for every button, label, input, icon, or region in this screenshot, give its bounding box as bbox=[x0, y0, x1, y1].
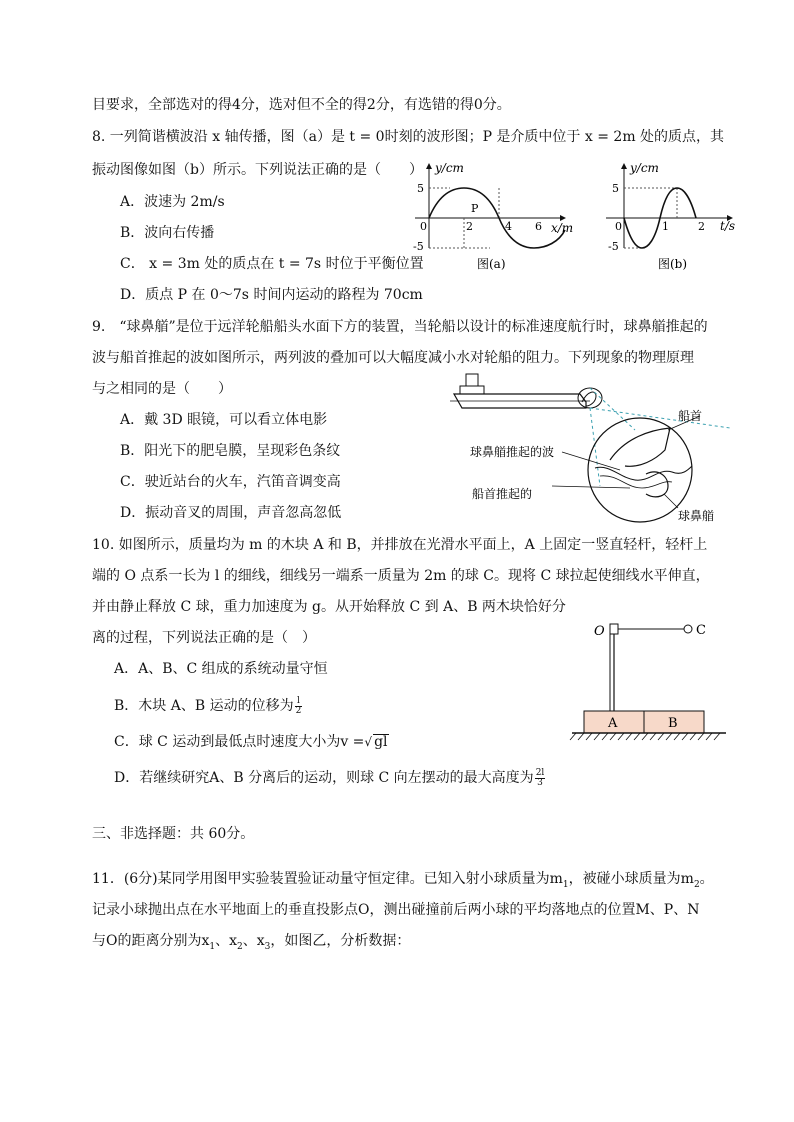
q10-option-b bbox=[114, 696, 302, 716]
fig-a-xlabel: x/m bbox=[551, 221, 574, 235]
fig-a-xtick-6: 6 bbox=[535, 220, 542, 233]
q9-option-c: C．驶近站台的火车，汽笛音调变高 bbox=[120, 474, 341, 490]
q10-figure bbox=[570, 615, 730, 745]
q10-stem-line1: 10. 如图所示，质量均为 m 的木块 A 和 B，并排放在光滑水平面上，A 上固定一竖直轻杆，轻杆上 bbox=[92, 537, 708, 553]
q8-option-b: B．波向右传播 bbox=[120, 225, 215, 241]
label-a: A bbox=[608, 716, 618, 731]
q10-stem-line2: 端的 O 点系一长为 l 的细线，细线另一端系一质量为 2m 的球 C。现将 C 球拉起使细线水平伸直， bbox=[92, 568, 710, 584]
q11-line1: 11．(6分)某同学用图甲实验装置验证动量守恒定律。已知入射小球质量为$m_1$，被碰小球质量为$m_2$。 bbox=[92, 871, 714, 890]
fig-b-xtick-0: 0 bbox=[615, 220, 622, 233]
section3-heading: 三、非选择题：共 60分。 bbox=[92, 826, 255, 842]
fig-b-xtick-1: 1 bbox=[662, 220, 669, 233]
q8-figure-a bbox=[405, 160, 580, 275]
fig-a-xtick-2: 2 bbox=[466, 220, 473, 233]
fig-a-xtick-4: 4 bbox=[505, 220, 512, 233]
fig-b-xlabel: t/s bbox=[720, 219, 736, 233]
q11-line3: 与O的距离分别为$x_1$、$x_2$、$x_3$，如图乙，分析数据： bbox=[92, 933, 411, 952]
q8-stem-line1: 8. 一列简谐横波沿 x 轴传播，图（a）是 t = 0时刻的波形图；P 是介质中位于 x = 2m 处的质点，其 bbox=[92, 129, 725, 145]
q10-option-b-fraction: $\frac{l}{2}$ bbox=[295, 695, 302, 716]
fig-a-ytick-5: 5 bbox=[417, 182, 424, 195]
q8-option-a: A．波速为 2m/s bbox=[120, 194, 225, 210]
fig-a-ylabel: y/cm bbox=[435, 161, 464, 175]
q10-option-d-text: D．若继续研究A、B 分离后的运动，则球 C 向左摆动的最大高度为 bbox=[114, 770, 534, 786]
fig-b-xtick-2: 2 bbox=[698, 220, 705, 233]
q10-option-d bbox=[114, 768, 545, 788]
q8-option-d: D．质点 P 在 0～7s 时间内运动的路程为 70cm bbox=[120, 287, 423, 303]
q8-figure-b bbox=[600, 160, 750, 275]
q10-option-a: A．A、B、C 组成的系统动量守恒 bbox=[114, 661, 328, 677]
q10-stem-line4: 离的过程，下列说法正确的是（ ） bbox=[92, 630, 316, 646]
label-bulb: 球鼻艏 bbox=[678, 509, 715, 523]
pivot-clamp bbox=[610, 624, 618, 634]
q10-option-c: C．球 C 运动到最低点时速度大小为v =√ gl bbox=[114, 734, 388, 750]
fig-b-ytick-5: 5 bbox=[612, 182, 619, 195]
ball-c bbox=[684, 625, 692, 633]
fig-b-caption: 图(b) bbox=[658, 257, 688, 271]
q8-option-c: C． x = 3m 处的质点在 t = 7s 时位于平衡位置 bbox=[120, 256, 424, 272]
q9-option-b: B．阳光下的肥皂膜，呈现彩色条纹 bbox=[120, 443, 341, 459]
q9-option-a: A．戴 3D 眼镜，可以看立体电影 bbox=[120, 412, 328, 428]
q9-stem-line3: 与之相同的是（ ） bbox=[92, 381, 232, 397]
label-bulb-wave: 球鼻艏推起的波 bbox=[470, 445, 555, 459]
q10-option-b-text: B．木块 A、B 运动的位移为 bbox=[114, 698, 294, 714]
q9-option-d: D．振动音叉的周围，声音忽高忽低 bbox=[120, 505, 342, 521]
q9-stem-line2: 波与船首推起的波如图所示，两列波的叠加可以大幅度减小水对轮船的阻力。下列现象的物理原理 bbox=[92, 350, 694, 366]
q8-stem-line2: 振动图像如图（b）所示。下列说法正确的是（ ） bbox=[92, 162, 423, 178]
q10-stem-line3: 并由静止释放 C 球，重力加速度为 g。从开始释放 C 到 A、B 两木块恰好分 bbox=[92, 599, 566, 615]
fig-a-xtick-0: 0 bbox=[420, 220, 427, 233]
q11-line2: 记录小球抛出点在水平地面上的垂直投影点O，测出碰撞前后两小球的平均落地点的位置M、P、N bbox=[92, 902, 700, 918]
label-bow-wave: 船首推起的 bbox=[472, 487, 533, 501]
q10-option-d-fraction: $\frac{2l}{3}$ bbox=[535, 767, 545, 788]
label-o: O bbox=[594, 624, 605, 639]
label-bow: 船首 bbox=[678, 409, 703, 423]
intro-line: 目要求，全部选对的得4分，选对但不全的得2分，有选错的得0分。 bbox=[92, 97, 511, 113]
q10-option-c-text: C．球 C 运动到最低点时速度大小为v = bbox=[114, 734, 365, 750]
fig-a-ytick-neg5: -5 bbox=[413, 240, 424, 253]
fig-a-point-p: P bbox=[471, 202, 479, 215]
q10-option-c-radicand: gl bbox=[374, 734, 388, 750]
q9-figure bbox=[450, 368, 760, 533]
label-c: C bbox=[696, 623, 706, 638]
q9-stem-line1: 9. “球鼻艏”是位于远洋轮船船头水面下方的装置，当轮船以设计的标准速度航行时，球鼻艏推起的 bbox=[92, 319, 708, 335]
label-b: B bbox=[668, 716, 678, 731]
fig-a-caption: 图(a) bbox=[477, 257, 506, 271]
fig-b-ytick-neg5: -5 bbox=[608, 240, 619, 253]
fig-b-ylabel: y/cm bbox=[630, 161, 659, 175]
ship-cabin bbox=[466, 374, 478, 386]
